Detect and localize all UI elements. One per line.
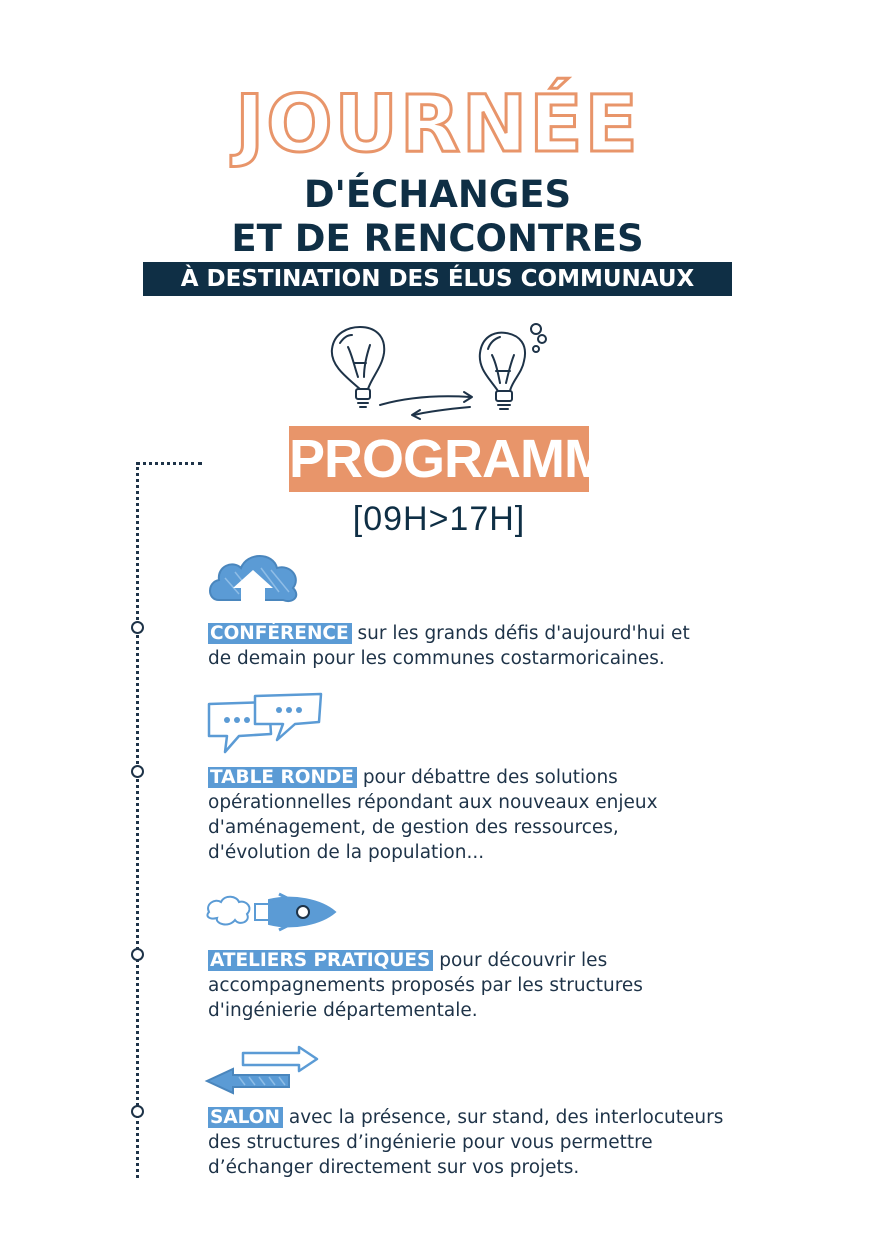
rocket-icon — [203, 890, 343, 934]
item-text: accompagnements proposés par les structures — [208, 975, 643, 996]
timeline-line — [136, 462, 139, 1178]
item-text: d’échanger directement sur vos projets. — [208, 1157, 580, 1178]
item-tag: ATELIERS PRATIQUES — [208, 950, 433, 971]
speech-bubbles-icon — [203, 690, 325, 756]
item-text: d'évolution de la population... — [208, 842, 485, 863]
item-ateliers — [208, 948, 788, 1023]
item-text: d'aménagement, de gestion des ressources, — [208, 817, 619, 838]
item-text: des structures d’ingénierie pour vous permettre — [208, 1132, 653, 1153]
item-text: pour découvrir les — [439, 950, 608, 971]
programme-heading: PROGRAMME — [289, 426, 589, 492]
timeline-top-line — [136, 462, 202, 465]
timeline-dot — [131, 1105, 144, 1118]
item-text: de demain pour les communes costarmoricaines. — [208, 648, 665, 669]
programme-hours: [09H>17H] — [352, 500, 526, 538]
item-conference — [208, 621, 788, 671]
item-salon — [208, 1105, 788, 1180]
subtitle-line-2: ET DE RENCONTRES — [231, 217, 644, 260]
item-tag: TABLE RONDE — [208, 767, 357, 788]
item-text: sur les grands défis d'aujourd'hui et — [357, 623, 690, 644]
subtitle-line-1: D'ÉCHANGES — [303, 173, 572, 216]
timeline-dot — [131, 621, 144, 634]
item-table-ronde — [208, 765, 788, 865]
item-text: opérationnelles répondant aux nouveaux enjeux — [208, 792, 658, 813]
lightbulbs-exchange-icon — [318, 315, 558, 425]
cloud-upload-icon — [205, 548, 303, 606]
item-text: pour débattre des solutions — [362, 767, 618, 788]
timeline-dot — [131, 765, 144, 778]
exchange-arrows-icon — [203, 1045, 321, 1095]
item-tag: SALON — [208, 1107, 283, 1128]
item-text: avec la présence, sur stand, des interlocuteurs — [288, 1107, 724, 1128]
page-title: JOURNÉE — [235, 80, 640, 170]
item-tag: CONFÉRENCE — [208, 623, 352, 644]
item-text: d'ingénierie départementale. — [208, 1000, 478, 1021]
timeline-dot — [131, 948, 144, 961]
audience-banner: À DESTINATION DES ÉLUS COMMUNAUX — [143, 262, 732, 296]
